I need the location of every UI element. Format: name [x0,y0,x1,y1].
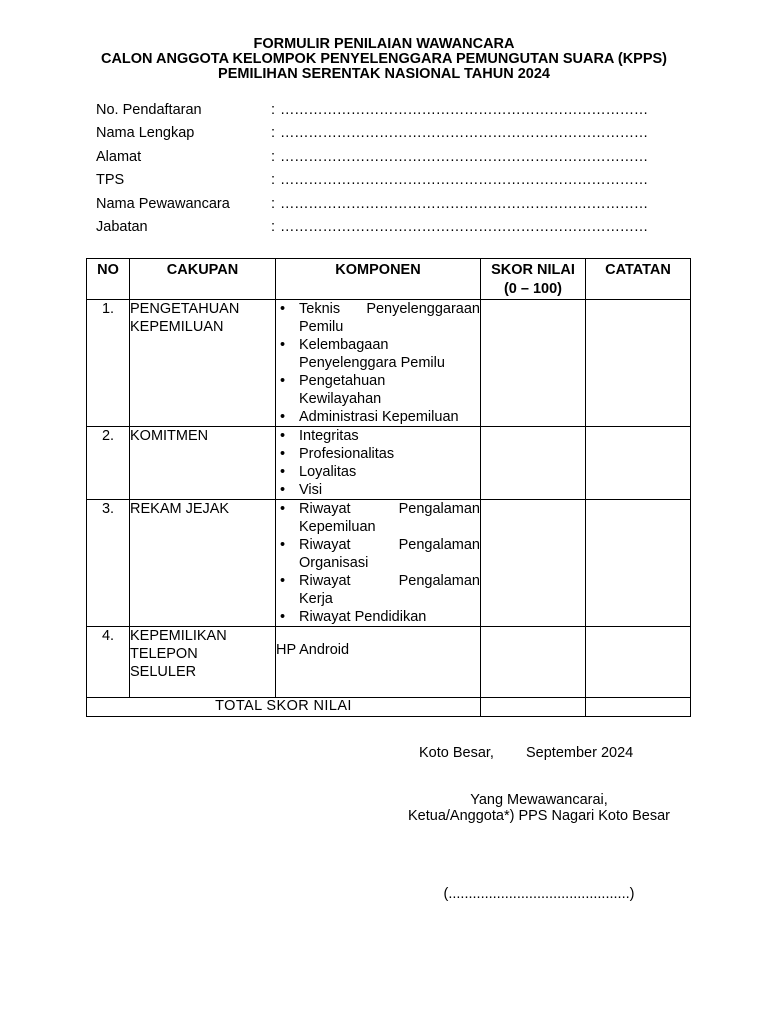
header-no: NO [87,259,130,300]
score-cell[interactable] [481,500,586,627]
field-alamat [96,147,696,170]
field-jabatan [96,217,696,240]
item-text-continued: Pemilu [299,319,344,335]
field-separator: : [271,148,276,165]
header-cakupan: CAKUPAN [130,259,276,300]
list-item [276,336,480,372]
bullet-icon: • [280,409,286,425]
field-tps [96,170,696,193]
item-text: Riwayat Pendidikan [299,609,427,625]
item-text-continued: Kepemiluan [299,519,376,535]
item-text: Visi [299,482,323,498]
bullet-icon: • [280,609,286,625]
signature-name-blank[interactable]: (.............................................) [443,886,635,902]
item-text: Loyalitas [299,464,357,480]
field-label: Nama Pewawancara [96,195,230,212]
place-text: Koto Besar, [419,745,494,761]
komponen-text: HP Android [276,642,350,658]
field-nama-lengkap [96,123,696,146]
cakupan-line: TELEPON [130,646,198,662]
bullet-icon: • [280,373,286,389]
list-item [276,463,480,481]
header-catatan: CATATAN [586,259,691,300]
item-text: Administrasi Kepemiluan [299,409,459,425]
header-skor-range: (0 – 100) [503,281,563,297]
bullet-icon: • [280,301,286,317]
form-subtitle-year: PEMILIHAN SERENTAK NASIONAL TAHUN 2024 [218,66,550,82]
item-text: Penyelenggaraan [366,301,480,317]
field-separator: : [271,195,276,212]
notes-cell[interactable] [586,627,691,698]
list-item [276,408,480,426]
signature-position: Ketua/Anggota*) PPS Nagari Koto Besar [408,808,670,824]
bullet-icon: • [280,337,286,353]
applicant-fields [96,100,696,240]
field-blank[interactable]: …………………………………………………………………… [280,102,648,118]
table-row [87,627,691,698]
field-label: No. Pendaftaran [96,102,202,118]
header-komponen: KOMPONEN [276,259,481,300]
item-text: Kelembagaan [299,337,389,353]
row-komponen [276,500,481,627]
total-score-cell[interactable] [481,698,586,717]
total-notes-cell[interactable] [586,698,691,717]
field-separator: : [271,102,276,118]
item-text: Riwayat [299,573,351,589]
total-label: TOTAL SKOR NILAI [87,698,481,717]
item-text: Riwayat [299,501,351,517]
list-item [276,445,480,463]
form-header [0,37,768,82]
total-row [87,698,691,717]
score-cell[interactable] [481,300,586,427]
bullet-icon: • [280,464,286,480]
field-label: Nama Lengkap [96,125,195,142]
field-blank[interactable]: …………………………………………………………………… [280,148,648,165]
table-row [87,500,691,627]
list-item [276,536,480,572]
row-number: 1. [87,300,130,427]
item-text: Pengalaman [398,573,480,589]
item-text: Pengalaman [398,501,480,517]
item-text: Riwayat [299,537,351,553]
field-label: Jabatan [96,218,148,235]
field-label: Alamat [96,148,142,165]
form-title: FORMULIR PENILAIAN WAWANCARA [253,36,515,52]
list-item [276,427,480,445]
field-label: TPS [96,172,125,189]
header-skor-label: SKOR NILAI [491,262,575,278]
list-item [276,300,480,336]
field-blank[interactable]: …………………………………………………………………… [280,195,648,212]
row-number: 3. [87,500,130,627]
field-separator: : [271,172,276,189]
item-text-continued: Kerja [299,591,333,607]
list-item [276,608,480,626]
item-text: Teknis [299,301,341,317]
list-item [276,500,480,536]
row-komponen [276,300,481,427]
row-komponen [276,627,481,698]
cakupan-line: SELULER [130,664,197,680]
row-number: 4. [87,627,130,698]
signature-role: Yang Mewawancarai, [470,792,608,808]
score-cell[interactable] [481,427,586,500]
item-text: Profesionalitas [299,446,395,462]
header-skor-nilai [481,259,586,300]
table-header-row [87,259,691,300]
bullet-icon: • [280,537,286,553]
row-number: 2. [87,427,130,500]
field-blank[interactable]: …………………………………………………………………… [280,172,648,189]
bullet-icon: • [280,501,286,517]
field-no-pendaftaran [96,100,696,123]
place-date [419,745,634,761]
item-text: Pengetahuan [299,373,386,389]
item-text: Integritas [299,428,359,444]
row-cakupan [130,627,276,698]
table-row [87,427,691,500]
bullet-icon: • [280,482,286,498]
notes-cell[interactable] [586,500,691,627]
field-separator: : [271,218,276,235]
signature-block [380,792,698,824]
score-cell[interactable] [481,627,586,698]
list-item [276,481,480,499]
item-text-continued: Penyelenggara Pemilu [299,355,445,371]
notes-cell[interactable] [586,300,691,427]
field-blank[interactable]: …………………………………………………………………… [280,218,648,235]
row-cakupan: REKAM JEJAK [130,500,276,627]
bullet-icon: • [280,428,286,444]
item-text: Pengalaman [398,537,480,553]
list-item [276,572,480,608]
row-cakupan: KOMITMEN [130,427,276,500]
row-cakupan: PENGETAHUAN KEPEMILUAN [130,300,276,427]
field-nama-pewawancara [96,194,696,217]
notes-cell[interactable] [586,427,691,500]
bullet-icon: • [280,573,286,589]
bullet-icon: • [280,446,286,462]
field-separator: : [271,125,276,142]
assessment-table [86,258,691,717]
list-item [276,372,480,408]
field-blank[interactable]: …………………………………………………………………… [280,125,648,142]
form-subtitle: CALON ANGGOTA KELOMPOK PENYELENGGARA PEMUNGUTAN SUARA (KPPS) [100,51,668,67]
date-text: September 2024 [526,745,634,761]
cakupan-line: KEPEMILIKAN [130,628,227,644]
item-text-continued: Organisasi [299,555,369,571]
item-text-continued: Kewilayahan [299,391,382,407]
row-komponen [276,427,481,500]
table-row [87,300,691,427]
